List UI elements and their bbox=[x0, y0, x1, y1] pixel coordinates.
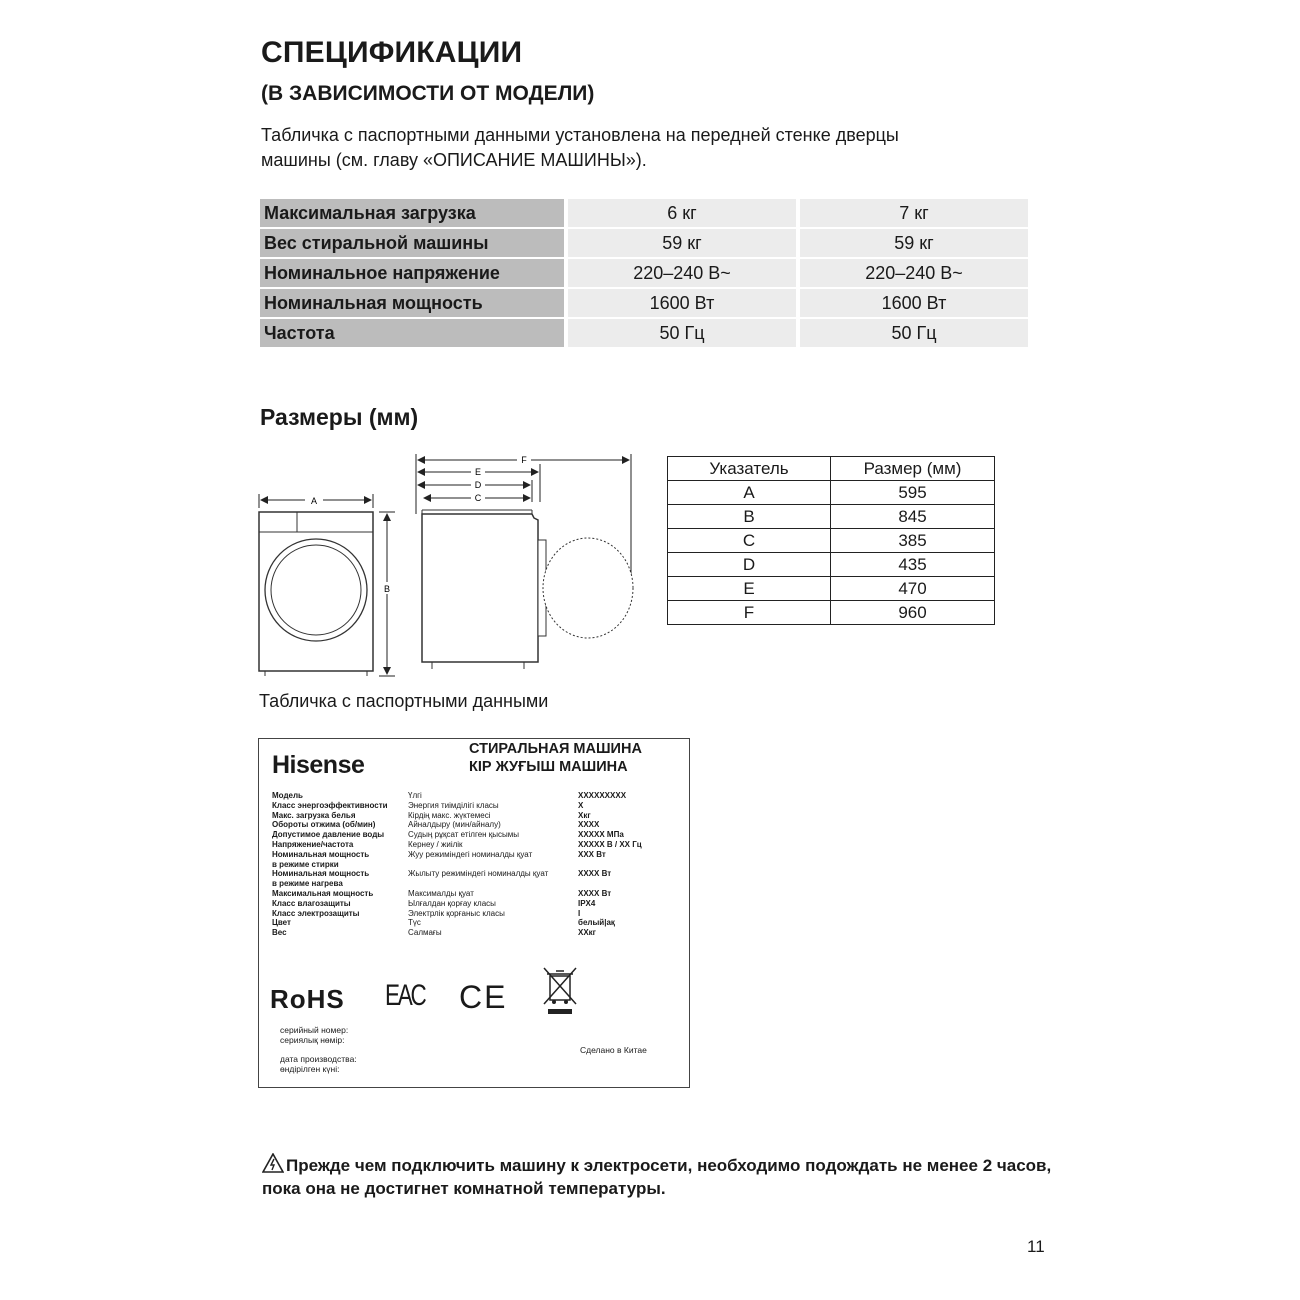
dimension-key: B bbox=[668, 505, 831, 529]
spec-value: 220–240 В~ bbox=[566, 258, 798, 288]
plate-label-ru: Обороты отжима (об/мин) bbox=[272, 820, 376, 830]
plate-value: I bbox=[578, 908, 581, 918]
list-item bbox=[272, 830, 682, 840]
list-item bbox=[272, 801, 682, 811]
plate-label-ru: Класс влагозащиты bbox=[272, 898, 351, 908]
dimension-key: C bbox=[668, 529, 831, 553]
dimension-value: 470 bbox=[831, 577, 995, 601]
plate-label-ru: Напряжение/частота bbox=[272, 839, 354, 849]
dimension-key: A bbox=[668, 481, 831, 505]
plate-value bbox=[578, 860, 678, 870]
warning-icon bbox=[262, 1153, 284, 1173]
front-view-diagram bbox=[255, 488, 400, 678]
dimension-value: 385 bbox=[831, 529, 995, 553]
table-row bbox=[260, 258, 1028, 288]
side-view-diagram bbox=[412, 452, 637, 677]
rating-plate-caption: Табличка с паспортными данными bbox=[259, 691, 549, 711]
spec-value: 1600 Вт bbox=[566, 288, 798, 318]
spec-value: 59 кг bbox=[566, 228, 798, 258]
plate-value: XXXXX МПа bbox=[578, 830, 624, 840]
plate-label-ru: Вес bbox=[272, 928, 287, 938]
plate-label-ru: Допустимое давление воды bbox=[272, 830, 385, 840]
table-row bbox=[668, 481, 995, 505]
dim-label-a: A bbox=[310, 496, 318, 506]
list-item bbox=[272, 811, 682, 821]
list-item bbox=[272, 869, 682, 879]
list-item bbox=[272, 909, 682, 919]
warning-text: Прежде чем подключить машину к электросети, необходимо подождать не менее 2 часов, пока она не достигнет комнатной температуры. bbox=[262, 1156, 1052, 1198]
spec-label: Номинальное напряжение bbox=[260, 258, 566, 288]
plate-label-kz: Электрлік қорғаныс класы bbox=[408, 908, 505, 918]
plate-value: XXXX bbox=[578, 820, 600, 830]
spec-value: 50 Гц bbox=[566, 318, 798, 348]
dim-label-d: D bbox=[474, 480, 482, 490]
list-item bbox=[272, 860, 682, 870]
plate-value bbox=[578, 879, 678, 889]
plate-label-kz: Айналдыру (мин/айналу) bbox=[408, 820, 501, 830]
table-row bbox=[260, 288, 1028, 318]
dimension-value: 435 bbox=[831, 553, 995, 577]
list-item bbox=[272, 918, 682, 928]
list-item bbox=[272, 899, 682, 909]
dim-label-b: B bbox=[383, 584, 391, 594]
made-in-label: Сделано в Китае bbox=[580, 1045, 647, 1055]
column-header: Размер (мм) bbox=[831, 457, 995, 481]
list-item bbox=[272, 889, 682, 899]
plate-label-ru: Класс электрозащиты bbox=[272, 908, 360, 918]
plate-label-ru: в режиме нагрева bbox=[272, 879, 343, 889]
plate-value: Xкг bbox=[578, 810, 591, 820]
plate-value: XXXX Вт bbox=[578, 888, 612, 898]
date-label-kz: өндірілген күні: bbox=[280, 1064, 340, 1074]
spec-label: Вес стиральной машины bbox=[260, 228, 566, 258]
plate-label-kz: Максималды қуат bbox=[408, 888, 474, 898]
page-number: 11 bbox=[1027, 1237, 1045, 1256]
dimension-key: F bbox=[668, 601, 831, 625]
table-row bbox=[260, 228, 1028, 258]
list-item bbox=[272, 791, 682, 801]
plate-label-kz: Кірдің макс. жүктемесі bbox=[408, 810, 491, 820]
plate-heading-ru: СТИРАЛЬНАЯ МАШИНА bbox=[469, 741, 642, 757]
column-header: Указатель bbox=[668, 457, 831, 481]
plate-value: XXXXXXXXX bbox=[578, 791, 627, 800]
dimension-value: 845 bbox=[831, 505, 995, 529]
plate-label-ru: Номинальная мощность bbox=[272, 869, 370, 879]
spec-value: 59 кг bbox=[798, 228, 1028, 258]
serial-label-kz: сериялық нөмір: bbox=[280, 1035, 345, 1045]
weee-bin-icon bbox=[542, 966, 578, 1016]
plate-label-kz: Энергия тиімділігі класы bbox=[408, 800, 499, 810]
spec-label: Частота bbox=[260, 318, 566, 348]
warning-note bbox=[262, 1153, 1052, 1200]
plate-value: XXXXX В / XX Гц bbox=[578, 839, 642, 849]
table-row bbox=[668, 577, 995, 601]
spec-label: Максимальная загрузка bbox=[260, 199, 566, 228]
intro-line-2: машины (см. главу «ОПИСАНИЕ МАШИНЫ»). bbox=[261, 150, 647, 170]
page-title: СПЕЦИФИКАЦИИ bbox=[261, 36, 523, 69]
spec-label: Номинальная мощность bbox=[260, 288, 566, 318]
table-row bbox=[260, 318, 1028, 348]
table-row bbox=[668, 553, 995, 577]
dim-label-f: F bbox=[521, 455, 527, 465]
dimension-value: 595 bbox=[831, 481, 995, 505]
list-item bbox=[272, 820, 682, 830]
list-item bbox=[272, 850, 682, 860]
dim-label-e: E bbox=[474, 467, 482, 477]
table-row bbox=[260, 199, 1028, 228]
spec-value: 6 кг bbox=[566, 199, 798, 228]
plate-heading-kz: КІР ЖУҒЫШ МАШИНА bbox=[469, 759, 628, 775]
spec-value: 50 Гц bbox=[798, 318, 1028, 348]
plate-spec-list bbox=[272, 791, 682, 938]
plate-label-kz: Үлгі bbox=[408, 791, 422, 800]
table-row bbox=[668, 529, 995, 553]
dim-label-c: C bbox=[474, 493, 482, 503]
table-header-row bbox=[668, 457, 995, 481]
dimension-key: E bbox=[668, 577, 831, 601]
plate-value: XXкг bbox=[578, 928, 597, 938]
dimensions-heading: Размеры (мм) bbox=[260, 404, 419, 430]
spec-table bbox=[260, 199, 1028, 349]
plate-value: X bbox=[578, 800, 584, 810]
list-item bbox=[272, 840, 682, 850]
spec-value: 220–240 В~ bbox=[798, 258, 1028, 288]
plate-value: белый|ақ bbox=[578, 918, 615, 928]
list-item bbox=[272, 928, 682, 938]
intro-line-1: Табличка с паспортными данными установлена на передней стенке дверцы bbox=[261, 125, 899, 145]
plate-label-ru: в режиме стирки bbox=[272, 859, 339, 869]
dimension-key: D bbox=[668, 553, 831, 577]
spec-value: 7 кг bbox=[798, 199, 1028, 228]
table-row bbox=[668, 601, 995, 625]
plate-label-ru: Класс энергоэффективности bbox=[272, 800, 388, 810]
plate-value: IPX4 bbox=[578, 898, 596, 908]
plate-label-ru: Максимальная мощность bbox=[272, 888, 374, 898]
plate-label-kz: Жылыту режиміндегі номиналды қуат bbox=[408, 869, 549, 879]
plate-label-kz: Түс bbox=[408, 918, 421, 928]
intro-text bbox=[261, 123, 1021, 173]
dimensions-table bbox=[667, 456, 995, 625]
plate-label-ru: Номинальная мощность bbox=[272, 849, 370, 859]
rohs-mark: RoHS bbox=[270, 984, 345, 1014]
plate-value: XXX Вт bbox=[578, 849, 606, 859]
plate-label-kz: Кернеу / жиілік bbox=[408, 839, 463, 849]
eac-mark: EAC bbox=[385, 979, 425, 1012]
plate-label-kz: Судың рұқсат етілген қысымы bbox=[408, 830, 520, 840]
table-row bbox=[668, 505, 995, 529]
plate-label-kz: Салмағы bbox=[408, 928, 442, 938]
plate-label-kz: Ылғалдан қорғау класы bbox=[408, 898, 496, 908]
plate-label-kz bbox=[408, 860, 578, 870]
dimension-value: 960 bbox=[831, 601, 995, 625]
rating-plate bbox=[258, 738, 690, 1088]
list-item bbox=[272, 879, 682, 889]
serial-label-ru: серийный номер: bbox=[280, 1025, 349, 1035]
plate-label-kz bbox=[408, 879, 578, 889]
page-subtitle: (В ЗАВИСИМОСТИ ОТ МОДЕЛИ) bbox=[261, 82, 595, 105]
plate-label-ru: Макс. загрузка белья bbox=[272, 810, 356, 820]
date-label-ru: дата производства: bbox=[280, 1054, 357, 1064]
plate-label-ru: Модель bbox=[272, 791, 303, 800]
plate-label-ru: Цвет bbox=[272, 918, 291, 928]
plate-value: XXXX Вт bbox=[578, 869, 612, 879]
ce-mark: CE bbox=[459, 979, 508, 1015]
spec-value: 1600 Вт bbox=[798, 288, 1028, 318]
plate-label-kz: Жуу режиміндегі номиналды қуат bbox=[408, 849, 533, 859]
brand-logo: Hisense bbox=[272, 751, 365, 779]
